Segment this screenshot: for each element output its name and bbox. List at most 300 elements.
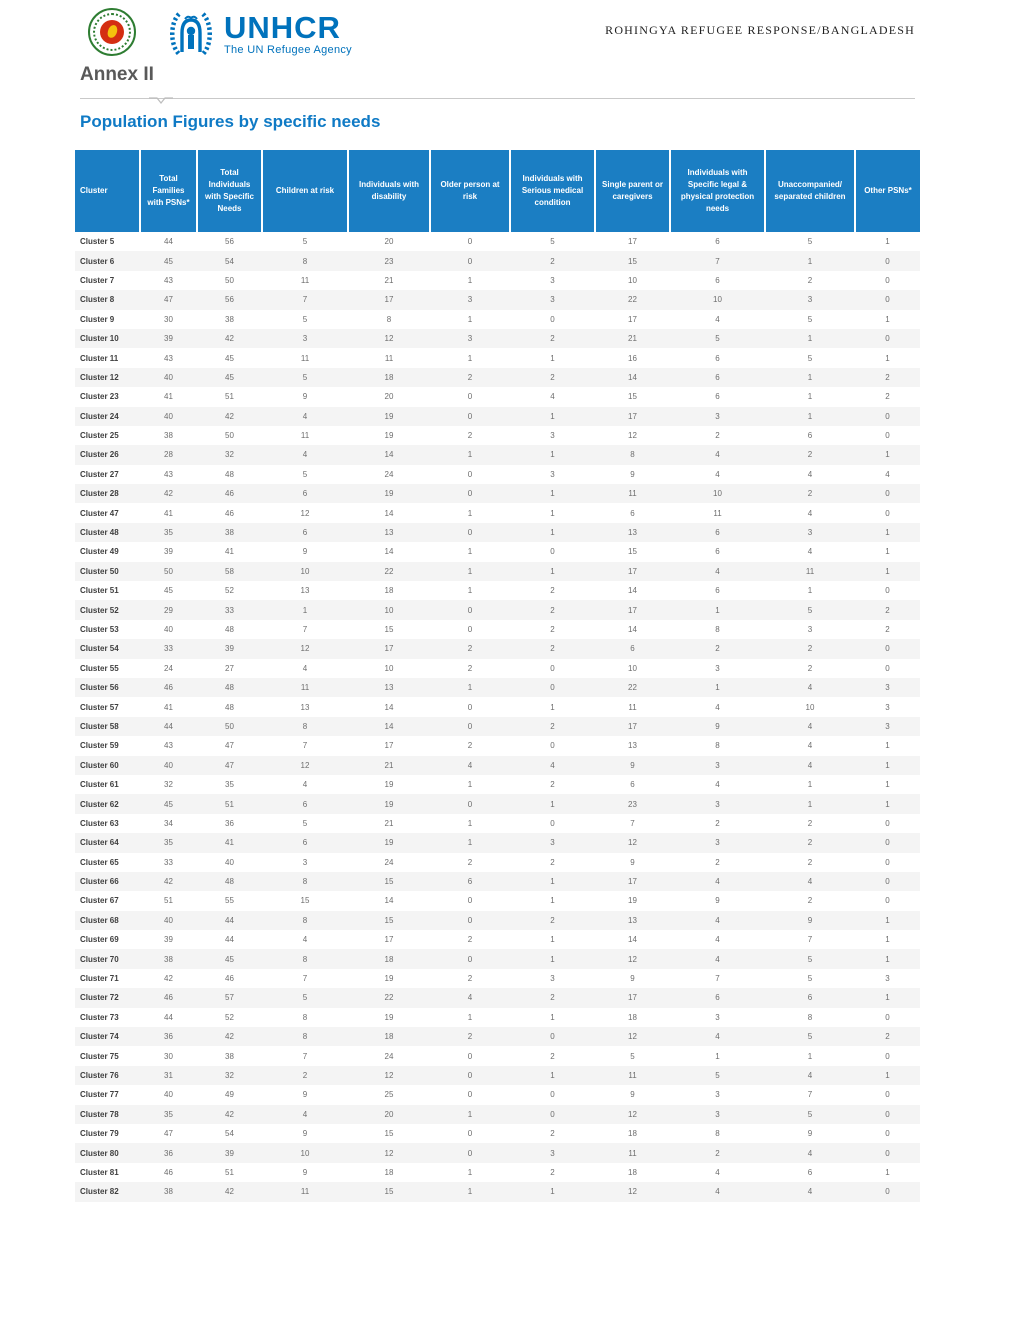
cell-value: 1 (885, 915, 890, 925)
cluster-label: Cluster 50 (80, 566, 119, 576)
cell-value: 36 (164, 1032, 173, 1042)
cluster-label: Cluster 54 (80, 644, 119, 654)
cell-value: 2 (807, 275, 813, 285)
cell-value: 5 (807, 954, 813, 964)
table-row (75, 426, 920, 445)
cell-value: 2 (467, 857, 473, 867)
cell-value: 0 (885, 877, 890, 887)
cell-value: 16 (628, 353, 637, 363)
cell-value: 11 (300, 353, 310, 363)
cell-value: 48 (225, 625, 234, 634)
cell-value: 47 (225, 760, 234, 770)
psn-table (75, 150, 920, 1202)
cell-value: 6 (807, 431, 813, 441)
cell-value: 14 (384, 896, 394, 906)
cell-value: 34 (164, 818, 173, 828)
cell-value: 18 (384, 1167, 394, 1177)
cell-value: 19 (384, 780, 394, 790)
table-row (75, 484, 920, 503)
column-header: Individuals with Specific legal & physical protection needs (670, 150, 765, 232)
cluster-label: Cluster 63 (80, 818, 119, 828)
cell-value: 4 (715, 702, 720, 712)
cell-value: 1 (715, 683, 720, 693)
cell-value: 2 (550, 256, 555, 266)
cell-value: 2 (550, 586, 555, 596)
cell-value: 7 (630, 818, 635, 828)
cell-value: 40 (164, 411, 173, 421)
cell-value: 9 (807, 915, 813, 925)
cluster-label: Cluster 27 (80, 469, 119, 479)
table-row (75, 988, 920, 1007)
cell-value: 18 (384, 1032, 394, 1042)
cell-value: 19 (384, 411, 394, 421)
cell-value: 2 (550, 721, 555, 731)
cell-value: 2 (807, 818, 813, 828)
cell-value: 4 (807, 683, 813, 693)
cell-value: 43 (164, 275, 173, 285)
cell-value: 19 (384, 799, 394, 809)
cell-value: 10 (300, 566, 310, 576)
cell-value: 42 (225, 1109, 234, 1119)
cell-value: 22 (628, 295, 637, 305)
cell-value: 1 (467, 1012, 473, 1022)
cell-value: 48 (225, 702, 234, 712)
cell-value: 55 (225, 896, 234, 906)
cell-value: 15 (628, 256, 637, 266)
cell-value: 2 (885, 605, 890, 615)
cell-value: 15 (384, 1187, 394, 1197)
cell-value: 40 (164, 760, 173, 770)
cluster-label: Cluster 72 (80, 993, 119, 1003)
table-body (75, 232, 920, 1202)
cell-value: 4 (807, 469, 813, 479)
cell-value: 42 (225, 1187, 234, 1197)
table-row (75, 833, 920, 852)
cell-value: 43 (164, 353, 173, 363)
cell-value: 24 (164, 663, 173, 673)
cell-value: 47 (225, 741, 234, 751)
cluster-label: Cluster 49 (80, 547, 119, 557)
cell-value: 18 (384, 372, 394, 382)
cell-value: 7 (807, 1090, 813, 1100)
cell-value: 6 (715, 353, 720, 363)
table-row (75, 814, 920, 833)
cell-value: 57 (225, 993, 234, 1003)
cell-value: 1 (550, 508, 555, 518)
cell-value: 17 (384, 935, 394, 945)
cell-value: 6 (807, 993, 813, 1003)
cell-value: 3 (807, 295, 813, 305)
cell-value: 8 (302, 1032, 308, 1042)
cell-value: 19 (384, 974, 394, 984)
cell-value: 1 (550, 1187, 555, 1197)
cell-value: 2 (550, 780, 555, 790)
cell-value: 1 (807, 586, 813, 596)
cell-value: 40 (164, 372, 173, 382)
cell-value: 46 (164, 993, 173, 1003)
cell-value: 45 (225, 954, 234, 964)
cell-value: 1 (550, 877, 555, 887)
cell-value: 2 (467, 372, 473, 382)
table-row (75, 1046, 920, 1065)
cell-value: 1 (885, 1070, 890, 1080)
cluster-label: Cluster 28 (80, 489, 119, 499)
cell-value: 6 (302, 489, 308, 499)
cell-value: 51 (225, 799, 234, 809)
cell-value: 1 (550, 799, 555, 809)
cell-value: 3 (467, 295, 473, 305)
cell-value: 5 (302, 469, 308, 479)
cell-value: 10 (628, 663, 637, 673)
cell-value: 2 (550, 993, 555, 1003)
cell-value: 0 (550, 818, 555, 828)
cell-value: 9 (302, 392, 308, 402)
cell-value: 1 (467, 1187, 473, 1197)
cell-value: 39 (164, 334, 173, 344)
cell-value: 2 (715, 818, 720, 828)
table-row (75, 678, 920, 697)
cell-value: 23 (628, 799, 637, 809)
cluster-label: Cluster 68 (80, 915, 119, 925)
cell-value: 1 (885, 799, 890, 809)
cell-value: 3 (550, 431, 555, 441)
chevron-ornament-icon (148, 95, 174, 105)
cell-value: 0 (467, 625, 473, 634)
table-row (75, 1124, 920, 1143)
cluster-label: Cluster 10 (80, 334, 119, 344)
cell-value: 8 (302, 1012, 308, 1022)
cell-value: 46 (225, 974, 234, 984)
cell-value: 0 (467, 469, 473, 479)
cell-value: 50 (225, 431, 234, 441)
cell-value: 0 (885, 275, 890, 285)
cell-value: 45 (164, 256, 173, 266)
cell-value: 0 (467, 411, 473, 421)
cell-value: 7 (302, 1051, 308, 1061)
table-row (75, 562, 920, 581)
cell-value: 17 (384, 295, 394, 305)
table-row (75, 542, 920, 561)
cell-value: 35 (225, 780, 234, 790)
cell-value: 45 (164, 799, 173, 809)
cell-value: 1 (885, 1167, 890, 1177)
cell-value: 8 (302, 915, 308, 925)
cell-value: 0 (885, 1012, 890, 1022)
cell-value: 1 (807, 392, 813, 402)
cell-value: 0 (885, 1109, 890, 1119)
cell-value: 2 (807, 644, 813, 654)
cell-value: 5 (715, 334, 720, 344)
cell-value: 1 (807, 334, 813, 344)
cell-value: 11 (300, 683, 310, 693)
cluster-label: Cluster 11 (80, 353, 119, 363)
cell-value: 14 (628, 586, 637, 596)
cell-value: 6 (630, 644, 635, 654)
cluster-label: Cluster 7 (80, 275, 115, 285)
cell-value: 15 (628, 392, 637, 402)
column-header: Individuals with Serious medical condition (510, 150, 595, 232)
cell-value: 4 (302, 663, 308, 673)
table-row (75, 717, 920, 736)
column-header: Other PSNs* (855, 150, 920, 232)
cell-value: 51 (225, 1167, 234, 1177)
cell-value: 6 (467, 877, 473, 887)
cell-value: 15 (384, 625, 394, 634)
cell-value: 50 (225, 721, 234, 731)
cluster-label: Cluster 60 (80, 760, 119, 770)
table-row (75, 1008, 920, 1027)
cell-value: 47 (164, 295, 173, 305)
cell-value: 7 (715, 256, 720, 266)
table-row (75, 1105, 920, 1124)
cell-value: 2 (550, 372, 555, 382)
cell-value: 46 (225, 508, 234, 518)
cell-value: 41 (164, 702, 173, 712)
cell-value: 4 (807, 1070, 813, 1080)
cell-value: 35 (164, 528, 173, 538)
cell-value: 4 (807, 1148, 813, 1158)
cell-value: 3 (550, 295, 555, 305)
cell-value: 0 (885, 663, 890, 673)
cell-value: 0 (885, 644, 890, 654)
cell-value: 12 (628, 838, 637, 848)
cell-value: 17 (628, 721, 637, 731)
cell-value: 2 (467, 644, 473, 654)
cell-value: 13 (628, 528, 637, 538)
cell-value: 5 (630, 1051, 635, 1061)
cell-value: 8 (630, 450, 635, 460)
cell-value: 30 (164, 314, 173, 324)
cell-value: 15 (384, 1129, 394, 1139)
table-row (75, 872, 920, 891)
cell-value: 10 (300, 1148, 310, 1158)
cell-value: 14 (628, 372, 637, 382)
cell-value: 9 (302, 1090, 308, 1100)
cell-value: 17 (628, 314, 637, 324)
cell-value: 41 (225, 547, 234, 557)
cell-value: 39 (225, 644, 234, 654)
cluster-label: Cluster 78 (80, 1109, 119, 1119)
cell-value: 39 (225, 1148, 234, 1158)
cell-value: 43 (164, 741, 173, 751)
cell-value: 6 (715, 237, 720, 247)
cell-value: 10 (384, 663, 394, 673)
cell-value: 1 (467, 547, 473, 557)
cell-value: 0 (885, 896, 890, 906)
cell-value: 13 (384, 528, 394, 538)
cell-value: 4 (715, 915, 720, 925)
cell-value: 42 (164, 974, 173, 984)
cell-value: 0 (467, 1090, 473, 1100)
cell-value: 2 (715, 1148, 720, 1158)
cell-value: 4 (807, 760, 813, 770)
cluster-label: Cluster 52 (80, 605, 119, 615)
cell-value: 20 (384, 1109, 394, 1119)
cluster-label: Cluster 6 (80, 256, 115, 266)
cell-value: 30 (164, 1051, 173, 1061)
cell-value: 1 (467, 683, 473, 693)
cell-value: 1 (550, 1012, 555, 1022)
cell-value: 1 (807, 799, 813, 809)
cell-value: 2 (550, 857, 555, 867)
table-header (75, 150, 920, 232)
cell-value: 1 (885, 314, 890, 324)
cell-value: 15 (628, 547, 637, 557)
cell-value: 0 (885, 857, 890, 867)
cell-value: 20 (384, 392, 394, 402)
cell-value: 6 (715, 547, 720, 557)
cell-value: 3 (807, 528, 813, 538)
cell-value: 0 (467, 915, 473, 925)
cell-value: 2 (467, 935, 473, 945)
table-row (75, 368, 920, 387)
table-row (75, 930, 920, 949)
cell-value: 2 (885, 372, 890, 382)
cell-value: 6 (302, 799, 308, 809)
cell-value: 1 (885, 760, 890, 770)
table-row (75, 329, 920, 348)
cluster-label: Cluster 64 (80, 838, 119, 848)
cell-value: 8 (715, 625, 720, 634)
table-row (75, 659, 920, 678)
cell-value: 42 (225, 1032, 234, 1042)
cell-value: 29 (164, 605, 173, 615)
cluster-label: Cluster 82 (80, 1187, 119, 1197)
cell-value: 14 (384, 702, 394, 712)
cell-value: 33 (164, 857, 173, 867)
cell-value: 11 (384, 353, 394, 363)
cell-value: 4 (807, 547, 813, 557)
cell-value: 0 (550, 741, 555, 751)
cell-value: 1 (467, 1109, 473, 1119)
cell-value: 10 (384, 605, 394, 615)
cell-value: 46 (225, 489, 234, 499)
cell-value: 4 (807, 741, 813, 751)
cell-value: 45 (164, 586, 173, 596)
cell-value: 2 (550, 1167, 555, 1177)
cluster-label: Cluster 67 (80, 896, 119, 906)
cluster-label: Cluster 48 (80, 528, 119, 538)
cluster-label: Cluster 61 (80, 780, 119, 790)
cell-value: 0 (467, 799, 473, 809)
cell-value: 41 (225, 838, 234, 848)
cell-value: 0 (885, 256, 890, 266)
cell-value: 12 (628, 954, 637, 964)
cell-value: 14 (384, 547, 394, 557)
cell-value: 54 (225, 256, 234, 266)
cell-value: 8 (715, 741, 720, 751)
cell-value: 2 (467, 741, 473, 751)
cell-value: 49 (225, 1090, 234, 1100)
cell-value: 52 (225, 586, 234, 596)
cell-value: 3 (885, 702, 890, 712)
cell-value: 3 (715, 1012, 720, 1022)
section-title: Population Figures by specific needs (80, 112, 381, 131)
cell-value: 9 (630, 760, 635, 770)
cell-value: 0 (550, 1032, 555, 1042)
cell-value: 1 (885, 237, 890, 247)
table-row (75, 387, 920, 406)
cell-value: 2 (467, 1032, 473, 1042)
cell-value: 2 (715, 431, 720, 441)
cell-value: 41 (164, 508, 173, 518)
cell-value: 43 (164, 469, 173, 479)
cell-value: 1 (885, 935, 890, 945)
cell-value: 2 (885, 625, 890, 634)
cell-value: 11 (628, 702, 637, 712)
cell-value: 5 (807, 605, 813, 615)
cell-value: 0 (467, 605, 473, 615)
cell-value: 48 (225, 877, 234, 887)
cell-value: 5 (807, 314, 813, 324)
table-row (75, 949, 920, 968)
cell-value: 38 (225, 528, 234, 538)
cell-value: 3 (550, 838, 555, 848)
cell-value: 0 (467, 896, 473, 906)
document-header-label: ROHINGYA REFUGEE RESPONSE/BANGLADESH (605, 23, 915, 37)
cell-value: 0 (885, 334, 890, 344)
annex-title: Annex II (80, 64, 154, 85)
cell-value: 5 (302, 818, 308, 828)
cell-value: 10 (628, 275, 637, 285)
cell-value: 28 (164, 450, 173, 460)
cell-value: 21 (384, 760, 394, 770)
divider-line (80, 98, 915, 99)
cell-value: 58 (225, 566, 234, 576)
cluster-label: Cluster 79 (80, 1129, 119, 1139)
cell-value: 4 (885, 469, 890, 479)
cluster-label: Cluster 76 (80, 1070, 119, 1080)
cell-value: 50 (225, 275, 234, 285)
cell-value: 1 (715, 1051, 720, 1061)
cell-value: 1 (885, 547, 890, 557)
cell-value: 0 (550, 1090, 555, 1100)
cell-value: 0 (885, 818, 890, 828)
cell-value: 1 (467, 780, 473, 790)
cell-value: 15 (384, 915, 394, 925)
column-header: Individuals with disability (348, 150, 430, 232)
cell-value: 2 (807, 838, 813, 848)
cell-value: 9 (630, 857, 635, 867)
cell-value: 5 (302, 993, 308, 1003)
table-row (75, 523, 920, 542)
cell-value: 11 (628, 1148, 637, 1158)
cell-value: 0 (550, 683, 555, 693)
cell-value: 6 (630, 508, 635, 518)
cell-value: 5 (302, 237, 308, 247)
cell-value: 3 (550, 1148, 555, 1158)
cell-value: 44 (225, 935, 234, 945)
cell-value: 8 (715, 1129, 720, 1139)
cell-value: 6 (715, 392, 720, 402)
cell-value: 9 (302, 1129, 308, 1139)
cell-value: 17 (628, 237, 637, 247)
cell-value: 11 (300, 275, 310, 285)
cell-value: 36 (164, 1148, 173, 1158)
cell-value: 5 (302, 372, 308, 382)
cell-value: 39 (164, 935, 173, 945)
cell-value: 27 (225, 663, 234, 673)
cell-value: 17 (628, 877, 637, 887)
cell-value: 22 (384, 993, 394, 1003)
cell-value: 0 (885, 838, 890, 848)
cell-value: 32 (164, 780, 173, 790)
cell-value: 2 (550, 1051, 555, 1061)
cell-value: 5 (550, 237, 555, 247)
cell-value: 12 (300, 508, 310, 518)
cell-value: 35 (164, 1109, 173, 1119)
cell-value: 3 (302, 334, 308, 344)
